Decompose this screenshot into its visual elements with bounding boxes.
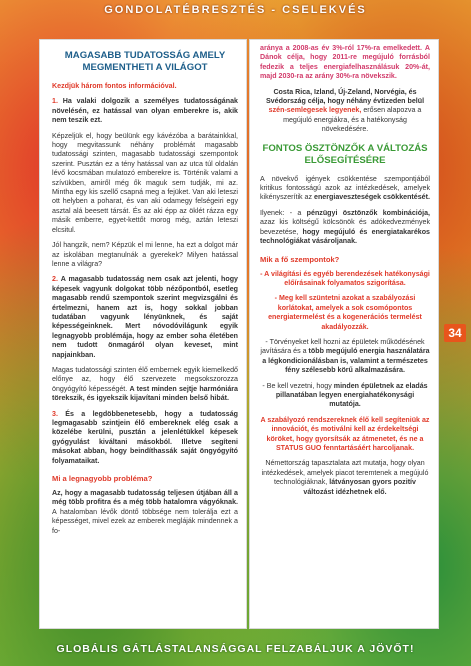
page-footer: GLOBÁLIS GÁTLÁSTALANSÁGGAL FELZABÁLJUK A JÖVŐT!: [56, 643, 415, 655]
countries-b: szén-semlegesek legyenek,: [268, 106, 362, 115]
denmark-b: 3%-ról 17%-ra emelkedett.: [332, 44, 422, 52]
right-column: [249, 39, 439, 629]
denmark-paragraph: [260, 44, 430, 82]
countries-c: erősen alapozva a megújuló energiákra, és a hatékonyság növekedésére.: [283, 106, 422, 134]
point-3-text: És a legdöbbenetesebb, hogy a tudatosság legmagasabb szintjein élő embereknek elég csak a közelébe kerülni, pusztán a jelenlétükkel képesek gyógyulást kiváltani másokból. Illetve segíteni másokat abban, hogy beindíthassák saját öngyógyító folyamataikat.: [52, 409, 238, 465]
intro-line: Kezdjük három fontos információval.: [52, 82, 177, 90]
point-2-text: A magasabb tudatosság nem csak azt jelenti, hogy képesek vagyunk dolgokat több nézőpontból, esetleg magasabb rendű szempontok szerint megvizsgálni és értelmezni, hanem azt is, hogy sokkal jobban tudatában vagyunk lényünknek, és saját képességeinknek. Mert nóvodóvilágunk egyik legnagyobb problémája, hogy az ember soha életében nem tudott önmagáról olyan keveset, mint napjainkban.: [52, 275, 238, 359]
financial-paragraph: [260, 209, 430, 247]
financial-d: hogy megújuló és energiatakarékos technológiákat vásároljanak.: [260, 227, 430, 246]
countries-a: Costa Rica, Izland, Új-Zeland, Norvégia, és Svédország célja, hogy néhány évtizeden belül: [265, 87, 425, 106]
article-title: MAGASABB TUDATOSSÁG AMELY MEGMENTHETI A VILÁGOT: [64, 50, 226, 73]
denmark-c: A Dánok célja, hogy 2011-re megújuló forrásból fedezik a teljes energiafelhasználásuk 20%-át, majd 2030-ra az arány 30%-ra növekszik.: [260, 44, 430, 81]
paragraph-question: Jól hangzik, nem? Képzük el mi lenne, ha ezt a dolgot már az iskolában megtanulnák a gyerekek? Milyen hatással lenne a világra?: [52, 241, 238, 268]
page-header: GONDOLATÉBRESZTÉS - CSELEKVÉS: [104, 4, 367, 16]
point-2-number: 2.: [52, 275, 58, 284]
bullet-buildings: [260, 338, 430, 376]
selfheal-bold: A test minden sejtje harmóniára törekszik, és igyekszik kijavítani minden belső hibát.: [52, 384, 238, 403]
point-1: [52, 97, 238, 125]
financial-b: pénzügyi ösztönzők kombinációja,: [306, 208, 430, 217]
countries-paragraph: [260, 88, 430, 135]
buildings-a: - Törvényeket kell hozni az épületek működésének javítására és a: [260, 337, 425, 356]
selfheal-text: Magas tudatossági szinten élő embernek egyik kiemelkedő előnye az, hogy élő szervezete megsokszorozza öngyógyító képességét.: [52, 365, 238, 393]
denmark-a: aránya a 2008-as év: [260, 44, 330, 52]
incentives-title: FONTOS ÖSZTÖNZŐK A VÁLTOZÁS ELŐSEGÍTÉSÉRE: [262, 142, 428, 166]
aspects-heading: Mik a fő szempontok?: [260, 254, 340, 264]
paragraph-selfheal: [52, 366, 238, 404]
bullet-rating: [260, 382, 430, 410]
page-number-badge: 34: [444, 324, 466, 342]
rating-a: - Be kell vezetni, hogy: [262, 381, 332, 390]
financial-c: azaz kis költségű kölcsönök és adókedvezmények bevezetése,: [260, 218, 430, 236]
demand-b: energiaveszteségek csökkentését.: [314, 193, 430, 202]
innovation-paragraph: [260, 416, 430, 454]
point-3-number: 3.: [52, 409, 58, 418]
paragraph-problem: [52, 489, 238, 536]
germany-a: Némettország tapasztalata azt mutatja, hogy olyan intézkedések, amelyek piacot teremtenek a megújuló technológiáknak,: [261, 459, 429, 487]
innovation-b: élő kell segíteniük az innovációt, és motiválni kell az érdekeltségi köröket, hogy gyorsítsák az átmenetet, és ne a STATUS GUO fenntartásáért harcoljanak.: [266, 415, 430, 452]
bullet-lighting: - A világítási és egyéb berendezések hatékonysági előírásainak folyamatos szigorítása.: [260, 269, 430, 287]
problem-text: A hatalomban lévők döntő többsége nem tolerálja ezt a képességet, mivel ezek az emberek megláják mindennek a fo-: [52, 507, 238, 535]
germany-paragraph: [260, 459, 430, 497]
germany-b: látványosan gyors pozitív változást idézhetnek elő.: [303, 478, 416, 496]
problem-bold: Az, hogy a magasabb tudatosság teljesen útjában áll a még több profitra és a még több hatalomra vágyóknak.: [52, 489, 238, 507]
left-column: [39, 39, 247, 629]
bullet-regulation: - Meg kell szüntetni azokat a szabályozási korlátokat, amelyek a sok csomópontos energiatermelést és a kogenerációs termelést akadályozzák.: [268, 294, 422, 331]
demand-a: A növekvő igények csökkentése szempontjából kritikus fontosságú azok az intézkedések, amelyek kikényszerítik az: [260, 174, 430, 202]
rating-b: minden épületnek az eladás pillanatában legyen energiahatékonysági mutatója.: [275, 381, 428, 409]
point-2: [52, 275, 238, 360]
buildings-b: több megújuló energia használatára a légkondicionálásban is, valamint a természetes fény szélesebb körű alkalmazására.: [262, 347, 430, 375]
point-1-text: Ha valaki dolgozik a személyes tudatosságának növelésén, ez hatással van olyan emberekre is, akik nem teszik ezt.: [52, 97, 238, 125]
point-1-number: 1.: [52, 97, 58, 106]
problem-heading: Mi a legnagyobb probléma?: [52, 474, 153, 484]
demand-paragraph: [260, 175, 430, 203]
point-3: [52, 410, 238, 466]
innovation-a: A szabályozó rendszereknek: [260, 415, 357, 424]
financial-a: Ilyenek: - a: [260, 208, 302, 217]
paragraph-cafe: Képzeljük el, hogy beülünk egy kávézóba a barátainkkal, hogy megvitassunk néhány problémát magasabb tudatossági szinten, magasabb tudatossági szempontok szerint. Pusztán ez a tény hatással van az utca túl oldalán lévő kocsmában mulatozó emberekre is. Történik valami a szívükben, amiről még ők maguk sem tudják, mi az. Mintha egy kis szellő csapná meg a fejüket. Van aki leteszi ott helyben a poharat, és van aki odamegy felségeiri egy asztal alá beesett társát. És az aki épp az öklét rázza egy másik emberre, egyet-kettőt morog még, aztán leteszi elcsitul.: [52, 131, 238, 234]
